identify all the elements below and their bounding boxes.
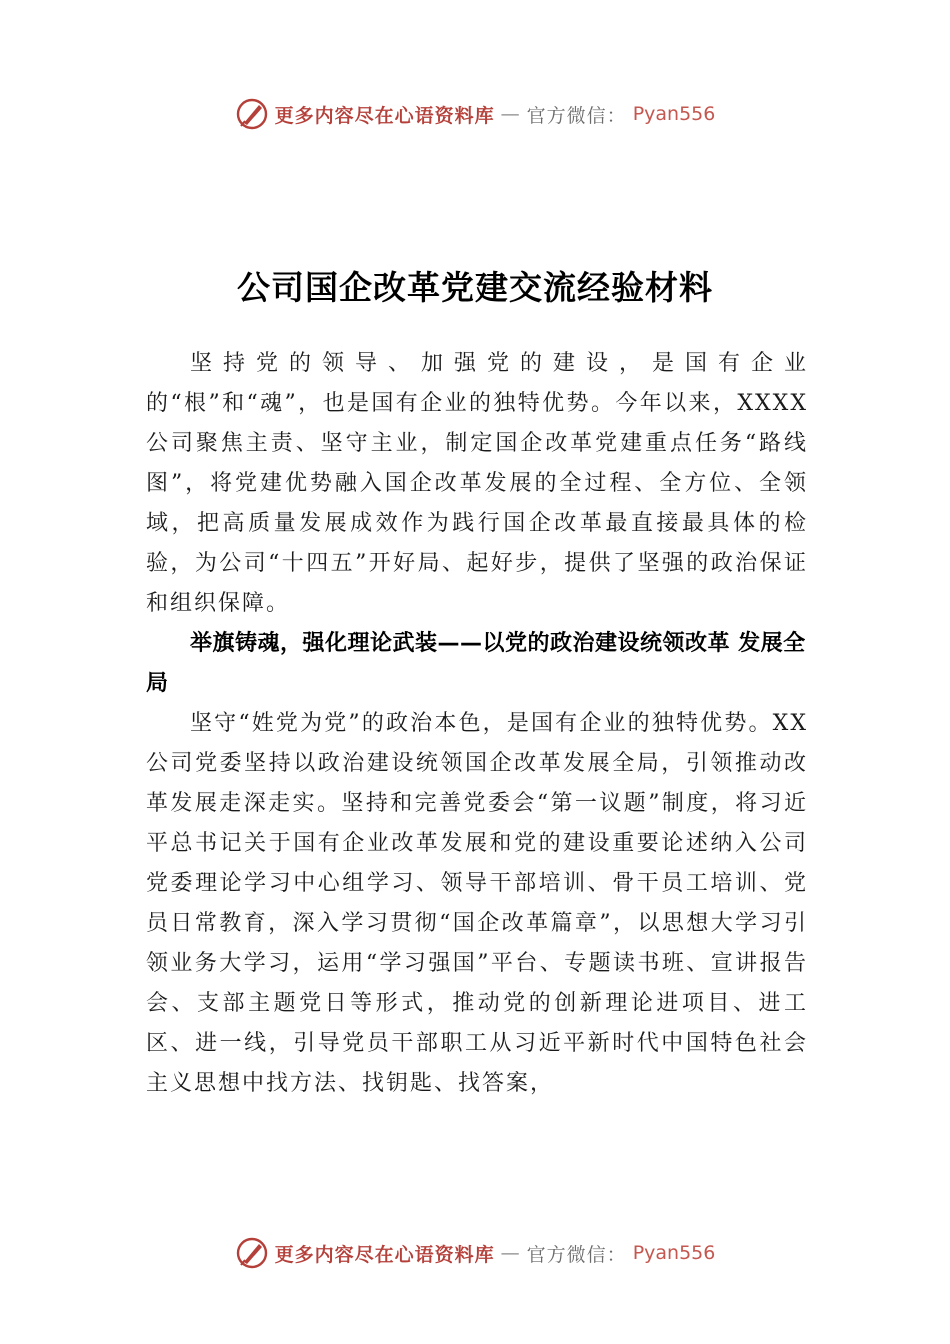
banner-wechat-label: 官方微信： bbox=[526, 1243, 627, 1266]
banner-dash: — bbox=[500, 1242, 521, 1264]
banner-dash: — bbox=[500, 103, 521, 125]
section-heading: 举旗铸魂，强化理论武装——以党的政治建设统领改革 发展全局 bbox=[146, 631, 806, 696]
banner-wechat-account: Pyan556 bbox=[632, 103, 716, 125]
document-body bbox=[146, 344, 808, 1104]
banner-library-text: 更多内容尽在心语资料库 bbox=[274, 104, 495, 127]
section-paragraph: 坚守“姓党为党”的政治本色，是国有企业的独特优势。XX 公司党委坚持以政治建设统领国企改革发展全局，引领推动改革发展走深走实。坚持和完善党委会“第一议题”制度，将习近平总书记关于国有企业改革发展和党的建设重要论述纳入公司党委理论学习中心组学习、领导干部培训、骨干员工培训、党员日常教育，深入学习贯彻“国企改革篇章”，以思想大学习引领业务大学习，运用“学习强国”平台、专题读书班、宣讲报告会、支部主题党日等形式，推动党的创新理论进项目、进工区、进一线，引导党员干部职工从习近平新时代中国特色社会主义思想中找方法、找钥匙、找答案， bbox=[146, 711, 808, 1096]
document-title: 公司国企改革党建交流经验材料 bbox=[237, 268, 713, 307]
banner-wechat-account: Pyan556 bbox=[632, 1242, 716, 1264]
footer-watermark-banner bbox=[0, 1233, 950, 1273]
header-watermark-banner bbox=[0, 94, 950, 134]
quill-logo-icon bbox=[235, 1236, 269, 1270]
banner-library-text: 更多内容尽在心语资料库 bbox=[274, 1243, 495, 1266]
quill-logo-icon bbox=[235, 97, 269, 131]
intro-paragraph: 坚持党的领导、加强党的建设，是国有企业的“根”和“魂”，也是国有企业的独特优势。今年以来，XXXX 公司聚焦主责、坚守主业，制定国企改革党建重点任务“路线图”，将党建优势融入国企改革发展的全过程、全方位、全领域，把高质量发展成效作为践行国企改革最直接最具体的检验，为公司“十四五”开好局、起好步，提供了坚强的政治保证和组织保障。 bbox=[146, 351, 808, 616]
banner-wechat-label: 官方微信： bbox=[526, 104, 627, 127]
